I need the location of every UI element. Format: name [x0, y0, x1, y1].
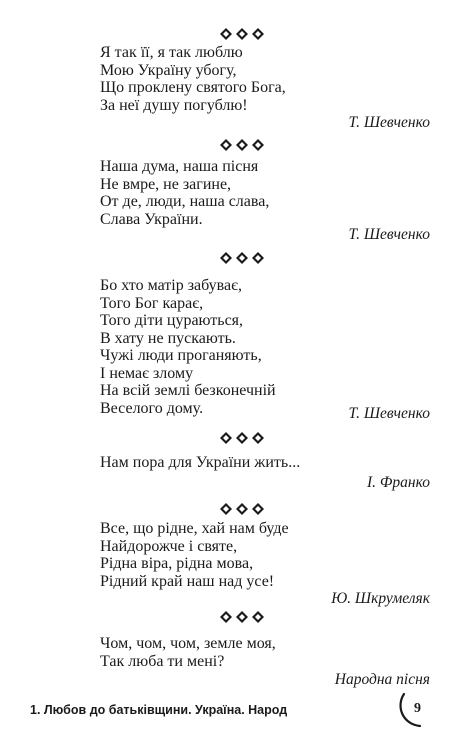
- poem-author: Народна пісня: [334, 671, 430, 688]
- verse-line: Все, що рідне, хай нам буде: [100, 520, 289, 537]
- verse-line: В хату не пускають.: [100, 329, 236, 347]
- verse-line: І немає злому: [100, 364, 194, 382]
- diamond-ornament-icon: [220, 611, 268, 623]
- diamond-ornament-icon: [220, 252, 268, 264]
- poem-author: І. Франко: [367, 474, 430, 491]
- verse-line: Нам пора для України жить...: [100, 454, 301, 471]
- verse-line: Наша дума, наша пісня: [100, 158, 259, 175]
- poem-author: Т. Шевченко: [348, 226, 430, 243]
- poem-4: [100, 454, 300, 472]
- diamond-ornament-icon: [220, 432, 268, 444]
- verse-line: Рідний край наш над усе!: [100, 572, 275, 590]
- verse-line: Я так її, я так люблю: [100, 44, 243, 61]
- poem-author: Ю. Шкрумеляк: [331, 590, 430, 607]
- verse-line: На всій землі безконечній: [100, 382, 276, 399]
- diamond-ornament-icon: [220, 503, 268, 515]
- poem-6: [100, 635, 276, 670]
- verse-line: Не вмре, не загине,: [100, 175, 232, 193]
- verse-line: Чужі люди проганяють,: [100, 347, 262, 364]
- poem-author: Т. Шевченко: [348, 114, 430, 131]
- verse-line: Так люба ти мені?: [100, 652, 225, 670]
- verse-line: Того Бог карає,: [100, 294, 204, 312]
- verse-line: Мою Україну убогу,: [100, 61, 237, 79]
- poem-5: [100, 520, 289, 590]
- diamond-ornament-icon: [220, 139, 268, 151]
- diamond-ornament-icon: [220, 28, 268, 40]
- verse-line: Найдорожче і святе,: [100, 537, 238, 555]
- verse-line: Чом, чом, чом, земле моя,: [100, 635, 276, 652]
- verse-line: Веселого дому.: [100, 399, 204, 417]
- section-title: 1. Любов до батьківщини. Україна. Народ: [30, 703, 288, 717]
- verse-line: Того діти цураються,: [100, 312, 244, 329]
- verse-line: За неї душу погублю!: [100, 96, 248, 114]
- page-number: 9: [414, 701, 421, 716]
- verse-line: Рідна віра, рідна мова,: [100, 555, 254, 572]
- verse-line: От де, люди, наша слава,: [100, 193, 270, 210]
- poem-2: [100, 158, 269, 228]
- verse-line: Слава України.: [100, 210, 203, 228]
- poem-3: [100, 277, 276, 417]
- verse-line: Бо хто матір забуває,: [100, 277, 242, 294]
- verse-line: Що проклену святого Бога,: [100, 79, 286, 96]
- poem-1: [100, 44, 286, 114]
- poem-author: Т. Шевченко: [348, 405, 430, 422]
